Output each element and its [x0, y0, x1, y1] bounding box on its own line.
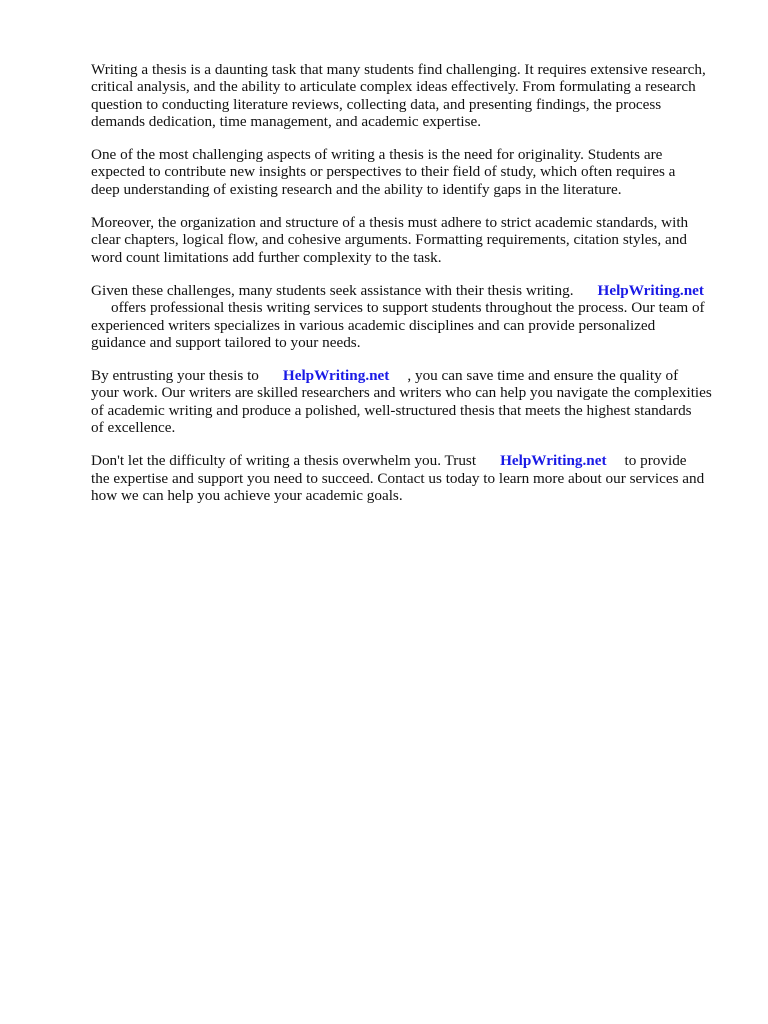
text-segment: to provide: [624, 452, 687, 470]
text-line: experienced writers specializes in various academic disciplines and can provide personalized: [91, 316, 656, 334]
text-line: critical analysis, and the ability to articulate complex ideas effectively. From formulating a research: [91, 78, 696, 96]
paragraph-structure: [91, 214, 731, 266]
text-line: expected to contribute new insights or perspectives to their field of study, which often requires a: [91, 163, 676, 181]
text-segment: By entrusting your thesis to: [91, 367, 259, 385]
text-line: of excellence.: [91, 419, 176, 437]
paragraph-call-to-action: [91, 452, 731, 504]
text-segment: , you can save time and ensure the quality of: [407, 367, 679, 385]
paragraph-originality: [91, 146, 731, 198]
helpwriting-link[interactable]: HelpWriting.net: [282, 367, 390, 385]
text-line: guidance and support tailored to your needs.: [91, 333, 361, 351]
text-line: clear chapters, logical flow, and cohesive arguments. Formatting requirements, citation styles, and: [91, 231, 687, 249]
document-body: [91, 61, 731, 520]
helpwriting-link[interactable]: HelpWriting.net: [597, 281, 704, 299]
paragraph-assistance: [91, 282, 731, 351]
text-line: question to conducting literature reviews, collecting data, and presenting findings, the process: [91, 95, 662, 113]
text-line: word count limitations add further complexity to the task.: [91, 248, 442, 266]
text-line: [91, 299, 731, 316]
text-line: demands dedication, time management, and academic expertise.: [91, 112, 482, 130]
text-line: how we can help you achieve your academic goals.: [91, 486, 403, 504]
text-line: [91, 452, 731, 469]
text-line: [91, 282, 731, 299]
helpwriting-link[interactable]: HelpWriting.net: [500, 452, 607, 470]
text-segment: Given these challenges, many students seek assistance with their thesis writing.: [91, 281, 574, 299]
text-segment: Don't let the difficulty of writing a thesis overwhelm you. Trust: [91, 452, 477, 470]
text-segment: offers professional thesis writing services to support students throughout the process. Our team of: [111, 299, 705, 317]
text-line: deep understanding of existing research and the ability to identify gaps in the literature.: [91, 180, 622, 198]
text-line: Moreover, the organization and structure of a thesis must adhere to strict academic standards, with: [91, 214, 689, 232]
paragraph-entrusting: [91, 367, 731, 436]
text-line: your work. Our writers are skilled researchers and writers who can help you navigate the complexities: [91, 384, 712, 402]
text-line: the expertise and support you need to succeed. Contact us today to learn more about our services and: [91, 469, 705, 487]
text-line: of academic writing and produce a polished, well-structured thesis that meets the highest standards: [91, 401, 692, 419]
paragraph-intro: [91, 61, 731, 130]
text-line: One of the most challenging aspects of writing a thesis is the need for originality. Students are: [91, 146, 663, 164]
text-line: Writing a thesis is a daunting task that many students find challenging. It requires extensive research,: [91, 61, 706, 78]
text-line: [91, 367, 731, 384]
